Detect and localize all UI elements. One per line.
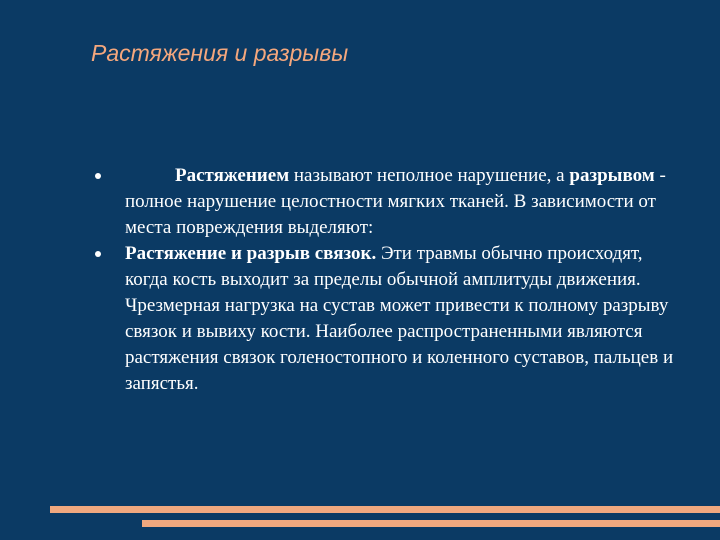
term-ligament-injury: Растяжение и разрыв связок. <box>125 243 377 264</box>
ligament-description: Эти травмы обычно происходят, когда кость выходит за пределы обычной амплитуды движения. Чрезмерная нагрузка на сустав может привести к полному разрыву связок и вывиху кости. Наиболее распространенными являются растяжения связок голеностопного и коленного суставов, пальцев и запястья. <box>125 243 674 394</box>
bullet-dot-icon <box>95 173 101 179</box>
decorative-rule-bottom <box>142 520 720 527</box>
slide-title: Растяжения и разрывы <box>91 40 349 66</box>
bullet-item-ligaments <box>95 241 685 397</box>
decorative-rule-top <box>50 506 720 513</box>
bullet-list <box>95 163 685 397</box>
bullet-dot-icon <box>95 251 101 257</box>
term-rupture: разрывом <box>569 165 655 186</box>
bullet-item-definition <box>95 163 685 241</box>
term-sprain: Растяжением <box>175 165 290 186</box>
definition-text-1: называют неполное нарушение, а <box>289 165 570 186</box>
definition-text-2: - полное нарушение целостности мягких тканей. В зависимости от места повреждения выделяют: <box>125 165 666 238</box>
